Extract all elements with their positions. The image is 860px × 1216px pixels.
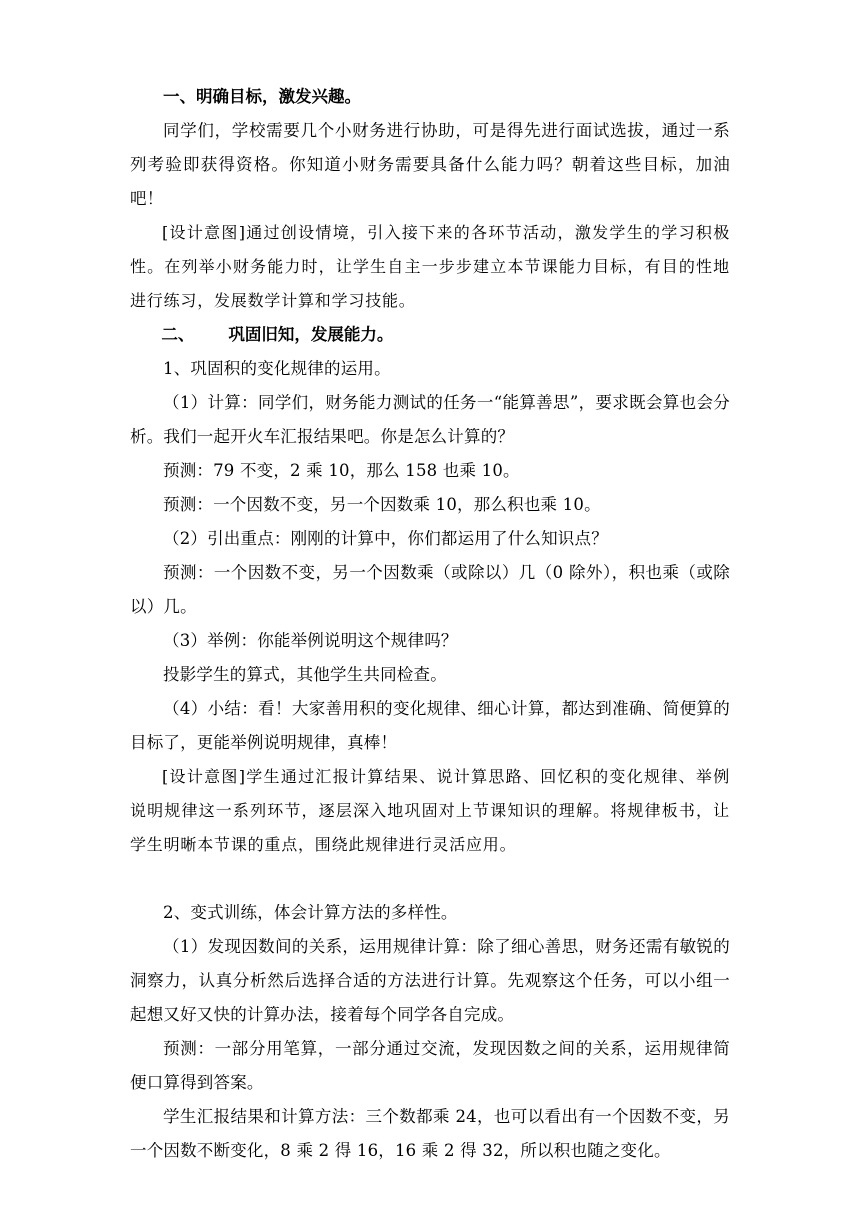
section-heading-2 <box>130 318 730 352</box>
paragraph: （1）发现因数间的关系，运用规律计算：除了细心善思，财务还需有敏锐的洞察力，认真分析然后选择合适的方法进行计算。先观察这个任务，可以小组一起想又好又快的计算办法，接着每个同学各自完成。 <box>130 937 730 1024</box>
document-body <box>130 80 730 1168</box>
design-intent-paragraph: [设计意图]通过创设情境，引入接下来的各环节活动，激发学生的学习积极性。在列举小财务能力时，让学生自主一步步建立本节课能力目标，有目的性地进行练习，发展数学计算和学习技能。 <box>130 223 730 310</box>
prediction-paragraph: 预测：一个因数不变，另一个因数乘 10，那么积也乘 10。 <box>163 495 601 514</box>
paragraph: （1）计算：同学们，财务能力测试的任务一“能算善思”，要求既会算也会分析。我们一起开火车汇报结果吧。你是怎么计算的？ <box>130 393 730 446</box>
section-heading-number: 二、 <box>161 325 195 344</box>
paragraph: 学生汇报结果和计算方法：三个数都乘 24，也可以看出有一个因数不变，另一个因数不断变化，8 乘 2 得 16，16 乘 2 得 32，所以积也随之变化。 <box>130 1107 730 1160</box>
paragraph: （3）举例：你能举例说明这个规律吗？ <box>163 631 458 650</box>
paragraph: （2）引出重点：刚刚的计算中，你们都运用了什么知识点？ <box>163 529 608 548</box>
section-heading-1: 一、明确目标，激发兴趣。 <box>163 87 361 106</box>
paragraph: 同学们，学校需要几个小财务进行协助，可是得先进行面试选拔，通过一系列考验即获得资格。你知道小财务需要具备什么能力吗？朝着这些目标，加油吧！ <box>130 121 730 208</box>
prediction-paragraph: 预测：一个因数不变，另一个因数乘（或除以）几（0 除外），积也乘（或除以）几。 <box>130 563 730 616</box>
blank-line <box>130 862 730 896</box>
section-heading-text: 巩固旧知，发展能力。 <box>228 325 394 344</box>
prediction-paragraph: 预测：一部分用笔算，一部分通过交流，发现因数之间的关系，运用规律简便口算得到答案。 <box>130 1039 730 1092</box>
paragraph: 投影学生的算式，其他学生共同检查。 <box>163 665 447 684</box>
subsection-title: 2、变式训练，体会计算方法的多样性。 <box>163 903 458 922</box>
prediction-paragraph: 预测：79 不变，2 乘 10，那么 158 也乘 10。 <box>163 461 520 480</box>
design-intent-paragraph: [设计意图]学生通过汇报计算结果、说计算思路、回忆积的变化规律、举例说明规律这一系列环节，逐层深入地巩固对上节课知识的理解。将规律板书，让学生明晰本节课的重点，围绕此规律进行灵活应用。 <box>130 767 730 854</box>
subsection-title: 1、巩固积的变化规律的运用。 <box>163 359 391 378</box>
paragraph: （4）小结：看！大家善用积的变化规律、细心计算，都达到准确、简便算的目标了，更能举例说明规律，真棒！ <box>130 699 730 752</box>
